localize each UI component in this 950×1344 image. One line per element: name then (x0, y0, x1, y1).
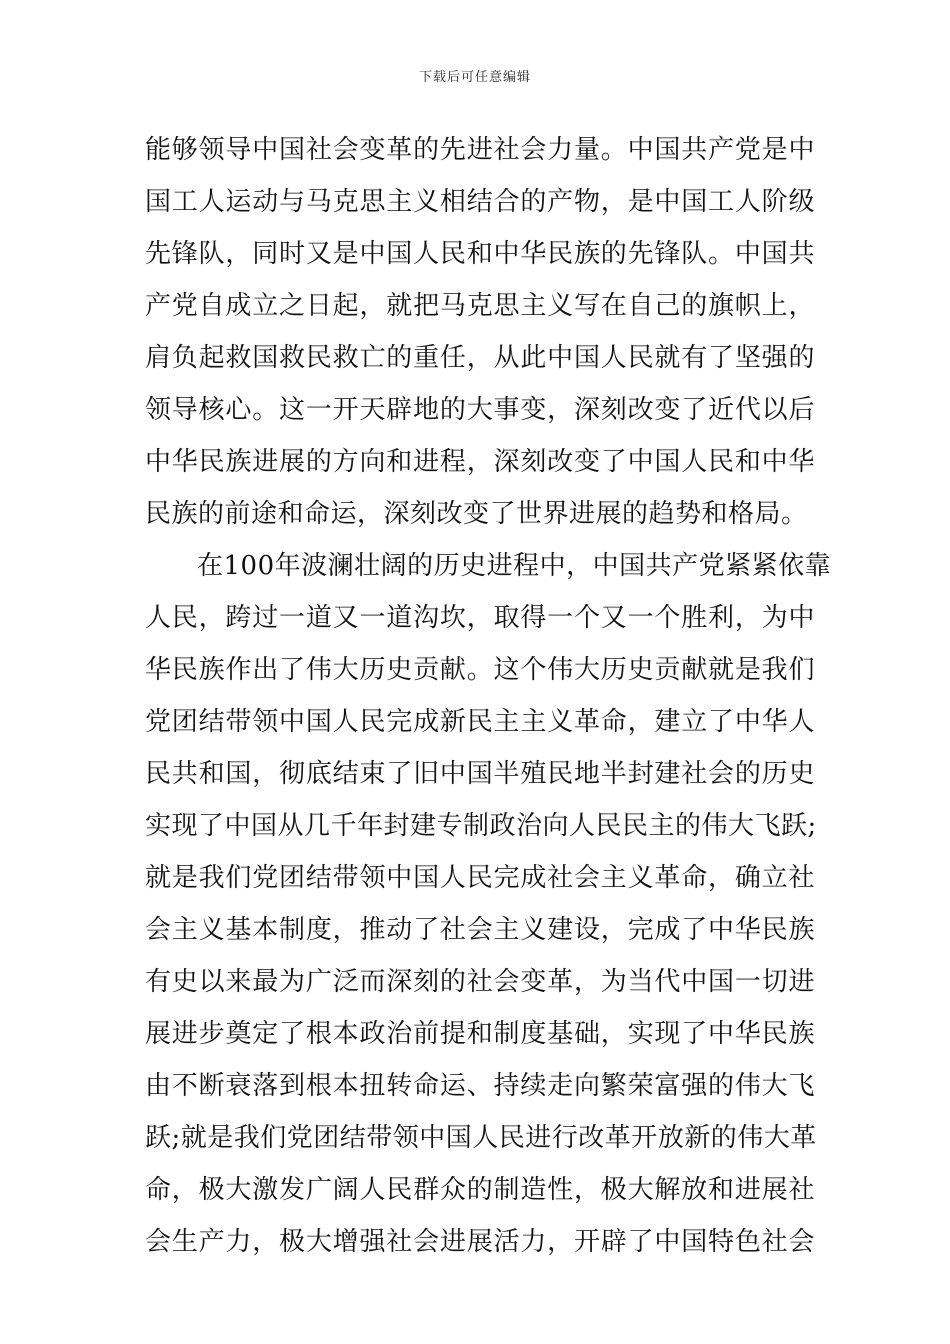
text-line: 产党自成立之日起，就把马克思主义写在自己的旗帜上， (145, 291, 815, 321)
text-line: 领导核心。这一开天辟地的大事变，深刻改变了近代以后 (145, 395, 815, 425)
paragraph-1 (145, 124, 815, 540)
text-line: 命，极大激发广阔人民群众的制造性，极大解放和进展社 (145, 1175, 815, 1205)
text-line: 就是我们党团结带领中国人民完成社会主义革命，确立社 (145, 863, 815, 893)
text-line: 党团结带领中国人民完成新民主主义革命，建立了中华人 (145, 707, 815, 737)
paragraph-2 (145, 540, 832, 1268)
text-line: 由不断衰落到根本扭转命运、持续走向繁荣富强的伟大飞 (145, 1071, 815, 1101)
text-line: 民共和国，彻底结束了旧中国半殖民地半封建社会的历史 (145, 759, 815, 789)
text-line: 能够领导中国社会变革的先进社会力量。中国共产党是中 (145, 135, 815, 165)
text-line: 肩负起救国救民救亡的重任，从此中国人民就有了坚强的 (145, 343, 815, 373)
document-body (145, 124, 832, 1268)
text-line: 国工人运动与马克思主义相结合的产物，是中国工人阶级 (145, 187, 815, 217)
text-line: 先锋队，同时又是中国人民和中华民族的先锋队。中国共 (145, 239, 815, 269)
text-line: 华民族作出了伟大历史贡献。这个伟大历史贡献就是我们 (145, 655, 815, 685)
text-line: 会主义基本制度，推动了社会主义建设，完成了中华民族 (145, 915, 815, 945)
text-line: 人民，跨过一道又一道沟坎，取得一个又一个胜利，为中 (145, 603, 815, 633)
page-header: 下载后可任意编辑 (418, 70, 531, 85)
text-line: 展进步奠定了根本政治前提和制度基础，实现了中华民族 (145, 1019, 815, 1049)
text-line: 实现了中国从几千年封建专制政治向人民民主的伟大飞跃; (145, 811, 817, 841)
text-line: 民族的前途和命运，深刻改变了世界进展的趋势和格局。 (145, 499, 808, 529)
text-line: 在100年波澜壮阔的历史进程中，中国共产党紧紧依靠 (197, 551, 832, 581)
text-line: 会生产力，极大增强社会进展活力，开辟了中国特色社会 (145, 1227, 815, 1257)
text-line: 有史以来最为广泛而深刻的社会变革，为当代中国一切进 (145, 967, 815, 997)
text-line: 跃;就是我们党团结带领中国人民进行改革开放新的伟大革 (145, 1123, 817, 1153)
text-line: 中华民族进展的方向和进程，深刻改变了中国人民和中华 (145, 447, 815, 477)
